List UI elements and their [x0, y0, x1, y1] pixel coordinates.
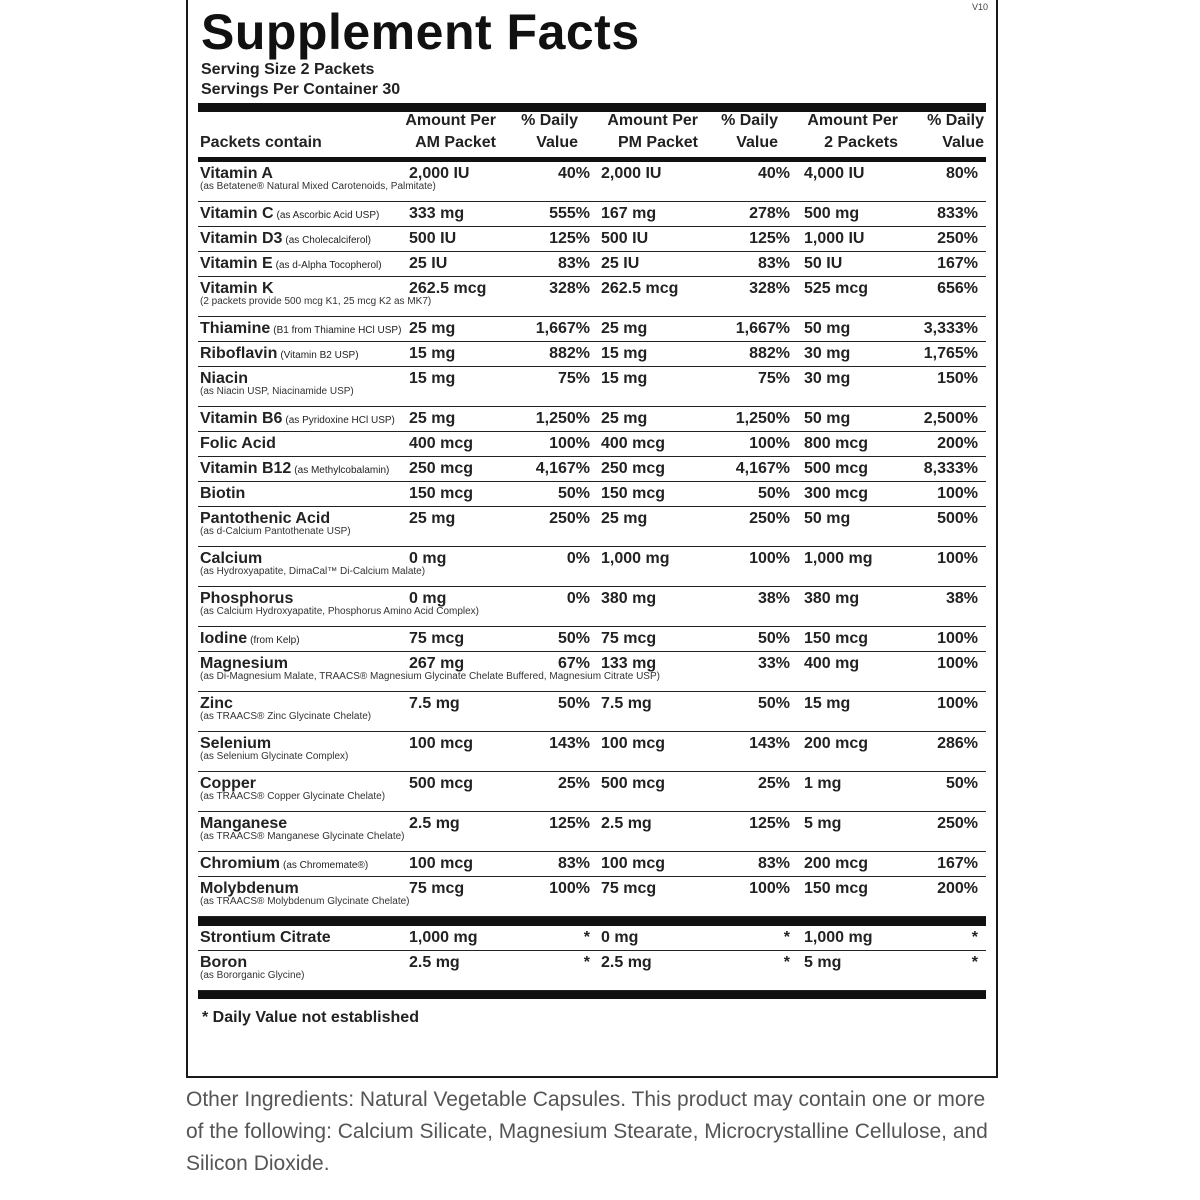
am-amount: 2,000 IU: [409, 165, 470, 182]
am-daily-value: 125%: [549, 230, 590, 247]
nutrient-row: [198, 547, 986, 587]
am-amount: 100 mcg: [409, 855, 474, 872]
pm-amount: 75 mcg: [601, 630, 657, 647]
total-daily-value: 100%: [937, 655, 978, 672]
total-daily-value: 100%: [937, 485, 978, 502]
am-amount: 500 mcg: [409, 775, 474, 792]
am-amount: 400 mcg: [409, 435, 474, 452]
nutrient-source: (as TRAACS® Molybdenum Glycinate Chelate): [200, 896, 410, 907]
serving-size: Serving Size 2 Packets: [201, 61, 375, 78]
pm-amount: 380 mg: [601, 590, 657, 607]
pm-amount: 1,000 mg: [601, 550, 670, 567]
header-name: Packets contain: [200, 134, 322, 151]
pm-daily-value: 40%: [757, 165, 790, 182]
am-daily-value: 4,167%: [535, 460, 590, 477]
total-amount: 1,000 IU: [804, 230, 865, 247]
nutrient-source: (2 packets provide 500 mcg K1, 25 mcg K2 as MK7): [200, 296, 432, 307]
am-daily-value: 67%: [557, 655, 590, 672]
other-nutrient-list: [198, 926, 986, 991]
am-amount: 25 mg: [409, 320, 456, 337]
nutrient-row: [198, 407, 986, 432]
total-daily-value: *: [971, 929, 978, 946]
divider-thick-2: [198, 917, 986, 926]
total-amount: 200 mcg: [804, 735, 869, 752]
nutrient-row: [198, 772, 986, 812]
pm-daily-value: 83%: [757, 855, 790, 872]
pm-amount: 25 mg: [601, 320, 648, 337]
pm-amount: 2,000 IU: [601, 165, 662, 182]
nutrient-name: Vitamin B12 (as Methylcobalamin): [200, 460, 390, 477]
total-daily-value: *: [971, 954, 978, 971]
pm-amount: 400 mcg: [601, 435, 666, 452]
nutrient-row: [198, 317, 986, 342]
nutrient-name: Copper: [200, 775, 256, 792]
am-daily-value: 125%: [549, 815, 590, 832]
nutrient-source: (as Pyridoxine HCl USP): [285, 415, 395, 426]
nutrient-name: Riboflavin (Vitamin B2 USP): [200, 345, 359, 362]
total-amount: 50 mg: [804, 510, 851, 527]
am-daily-value: 100%: [549, 880, 590, 897]
header-pm-dv: % Daily Value: [721, 112, 778, 151]
total-amount: 380 mg: [804, 590, 860, 607]
pm-daily-value: *: [783, 954, 790, 971]
total-amount: 50 mg: [804, 320, 851, 337]
am-amount: 262.5 mcg: [409, 280, 487, 297]
pm-amount: 25 mg: [601, 410, 648, 427]
nutrient-name: Phosphorus: [200, 590, 294, 607]
total-amount: 5 mg: [804, 954, 842, 971]
am-amount: 2.5 mg: [409, 954, 460, 971]
am-amount: 15 mg: [409, 370, 456, 387]
pm-daily-value: 100%: [749, 435, 790, 452]
nutrient-source: (as Bororganic Glycine): [200, 970, 305, 981]
am-amount: 333 mg: [409, 205, 465, 222]
pm-amount: 15 mg: [601, 345, 648, 362]
am-daily-value: 1,667%: [535, 320, 590, 337]
total-amount: 50 mg: [804, 410, 851, 427]
nutrient-source: (B1 from Thiamine HCl USP): [273, 325, 402, 336]
nutrient-row: [198, 507, 986, 547]
am-daily-value: 100%: [549, 435, 590, 452]
total-daily-value: 167%: [937, 855, 978, 872]
pm-daily-value: 278%: [749, 205, 790, 222]
header-am-dv: % Daily Value: [521, 112, 578, 151]
nutrient-name: Folic Acid: [200, 435, 276, 452]
pm-daily-value: 50%: [757, 485, 790, 502]
total-daily-value: 8,333%: [923, 460, 978, 477]
nutrient-row: [198, 652, 986, 692]
panel-title: Supplement Facts: [201, 4, 640, 60]
pm-amount: 2.5 mg: [601, 954, 652, 971]
am-daily-value: 328%: [549, 280, 590, 297]
nutrient-source: (as Calcium Hydroxyapatite, Phosphorus Amino Acid Complex): [200, 606, 480, 617]
pm-amount: 100 mcg: [601, 735, 666, 752]
nutrient-row: [198, 162, 986, 202]
am-amount: 7.5 mg: [409, 695, 460, 712]
nutrient-name: Chromium (as Chromemate®): [200, 855, 369, 872]
total-amount: 1 mg: [804, 775, 842, 792]
other-ingredients: Other Ingredients: Natural Vegetable Capsules. This product may contain one or more of the following: Calcium Silicate, Magnesium Stearate, Microcrystalline Cellulose, and Silicon Dioxide.: [186, 1088, 988, 1175]
header-total-amount: Amount Per 2 Packets: [807, 112, 898, 151]
pm-amount: 262.5 mcg: [601, 280, 679, 297]
pm-daily-value: 38%: [757, 590, 790, 607]
nutrient-source: (as Cholecalciferol): [285, 235, 371, 246]
nutrient-name: Vitamin E (as d-Alpha Tocopherol): [200, 255, 382, 272]
total-amount: 500 mg: [804, 205, 860, 222]
nutrient-source: (as Selenium Glycinate Complex): [200, 751, 349, 762]
total-daily-value: 200%: [937, 435, 978, 452]
pm-amount: 25 mg: [601, 510, 648, 527]
nutrient-row: [198, 227, 986, 252]
nutrient-row: [198, 627, 986, 652]
nutrient-name: Calcium: [200, 550, 263, 567]
total-amount: 400 mg: [804, 655, 860, 672]
nutrient-row: [198, 926, 986, 951]
total-amount: 4,000 IU: [804, 165, 865, 182]
nutrient-row: [198, 202, 986, 227]
total-amount: 50 IU: [804, 255, 843, 272]
am-amount: 75 mcg: [409, 630, 465, 647]
pm-amount: 7.5 mg: [601, 695, 652, 712]
pm-amount: 75 mcg: [601, 880, 657, 897]
pm-amount: 500 mcg: [601, 775, 666, 792]
total-daily-value: 200%: [937, 880, 978, 897]
nutrient-name: Pantothenic Acid: [200, 510, 331, 527]
am-daily-value: 40%: [557, 165, 590, 182]
nutrient-name: Biotin: [200, 485, 246, 502]
total-amount: 15 mg: [804, 695, 851, 712]
nutrient-source: (as Methylcobalamin): [294, 465, 390, 476]
nutrient-source: (as TRAACS® Manganese Glycinate Chelate): [200, 831, 405, 842]
am-amount: 25 mg: [409, 510, 456, 527]
am-daily-value: *: [583, 954, 590, 971]
column-headers: [198, 112, 986, 157]
pm-daily-value: 83%: [757, 255, 790, 272]
nutrient-row: [198, 692, 986, 732]
total-daily-value: 100%: [937, 550, 978, 567]
am-amount: 0 mg: [409, 590, 447, 607]
am-amount: 75 mcg: [409, 880, 465, 897]
nutrient-name: Molybdenum: [200, 880, 299, 897]
pm-amount: 500 IU: [601, 230, 649, 247]
total-daily-value: 100%: [937, 695, 978, 712]
nutrient-row: [198, 277, 986, 317]
servings-per-container: Servings Per Container 30: [201, 81, 401, 98]
nutrient-row: [198, 732, 986, 772]
total-daily-value: 167%: [937, 255, 978, 272]
nutrient-source: (as Niacin USP, Niacinamide USP): [200, 386, 354, 397]
am-daily-value: 1,250%: [535, 410, 590, 427]
nutrient-row: [198, 587, 986, 627]
am-daily-value: *: [583, 929, 590, 946]
am-daily-value: 250%: [549, 510, 590, 527]
total-daily-value: 656%: [937, 280, 978, 297]
am-amount: 25 IU: [409, 255, 448, 272]
total-daily-value: 1,765%: [923, 345, 978, 362]
am-amount: 0 mg: [409, 550, 447, 567]
pm-daily-value: *: [783, 929, 790, 946]
nutrient-row: [198, 367, 986, 407]
nutrient-name: Vitamin K: [200, 280, 274, 297]
am-daily-value: 0%: [566, 590, 590, 607]
nutrient-source: (as Chromemate®): [283, 860, 369, 871]
am-amount: 15 mg: [409, 345, 456, 362]
nutrient-source: (as Betatene® Natural Mixed Carotenoids, Palmitate): [200, 181, 436, 192]
nutrient-name: Zinc: [200, 695, 233, 712]
nutrient-name: Manganese: [200, 815, 288, 832]
am-amount: 150 mcg: [409, 485, 474, 502]
pm-daily-value: 125%: [749, 230, 790, 247]
nutrient-row: [198, 812, 986, 852]
am-amount: 1,000 mg: [409, 929, 478, 946]
total-amount: 30 mg: [804, 345, 851, 362]
pm-amount: 25 IU: [601, 255, 640, 272]
total-amount: 150 mcg: [804, 880, 869, 897]
am-daily-value: 50%: [557, 695, 590, 712]
total-amount: 500 mcg: [804, 460, 869, 477]
total-amount: 150 mcg: [804, 630, 869, 647]
am-daily-value: 143%: [549, 735, 590, 752]
am-amount: 2.5 mg: [409, 815, 460, 832]
nutrient-name: Magnesium: [200, 655, 289, 672]
pm-daily-value: 50%: [757, 695, 790, 712]
total-daily-value: 3,333%: [923, 320, 978, 337]
total-amount: 300 mcg: [804, 485, 869, 502]
total-amount: 525 mcg: [804, 280, 869, 297]
am-daily-value: 555%: [549, 205, 590, 222]
am-amount: 500 IU: [409, 230, 457, 247]
nutrient-name: Vitamin B6 (as Pyridoxine HCl USP): [200, 410, 395, 427]
nutrient-source: (Vitamin B2 USP): [280, 350, 359, 361]
pm-daily-value: 143%: [749, 735, 790, 752]
pm-daily-value: 1,667%: [735, 320, 790, 337]
nutrient-name: Vitamin D3 (as Cholecalciferol): [200, 230, 371, 247]
nutrient-name: Vitamin C (as Ascorbic Acid USP): [200, 205, 380, 222]
nutrient-source: (as TRAACS® Zinc Glycinate Chelate): [200, 711, 372, 722]
nutrient-source: (as Ascorbic Acid USP): [276, 210, 380, 221]
total-amount: 5 mg: [804, 815, 842, 832]
total-daily-value: 2,500%: [923, 410, 978, 427]
am-amount: 25 mg: [409, 410, 456, 427]
pm-amount: 15 mg: [601, 370, 648, 387]
am-daily-value: 75%: [557, 370, 590, 387]
pm-daily-value: 50%: [757, 630, 790, 647]
am-amount: 267 mg: [409, 655, 465, 672]
nutrient-row: [198, 342, 986, 367]
total-daily-value: 80%: [945, 165, 978, 182]
total-daily-value: 500%: [937, 510, 978, 527]
nutrient-row: [198, 877, 986, 917]
total-daily-value: 38%: [945, 590, 978, 607]
pm-amount: 2.5 mg: [601, 815, 652, 832]
supplement-facts-panel: [186, 0, 998, 1078]
version-code: V10: [971, 2, 988, 12]
am-daily-value: 50%: [557, 630, 590, 647]
nutrient-row: [198, 457, 986, 482]
nutrient-source: (as Hydroxyapatite, DimaCal™ Di-Calcium Malate): [200, 566, 426, 577]
header-pm-amount: Amount Per PM Packet: [607, 112, 698, 151]
am-daily-value: 0%: [566, 550, 590, 567]
header-am-amount: Amount Per AM Packet: [405, 112, 496, 151]
am-daily-value: 25%: [557, 775, 590, 792]
divider-thick-3: [198, 991, 986, 999]
am-daily-value: 83%: [557, 255, 590, 272]
total-amount: 200 mcg: [804, 855, 869, 872]
total-daily-value: 250%: [937, 230, 978, 247]
pm-amount: 167 mg: [601, 205, 657, 222]
pm-amount: 100 mcg: [601, 855, 666, 872]
total-amount: 1,000 mg: [804, 929, 873, 946]
total-daily-value: 833%: [937, 205, 978, 222]
am-daily-value: 83%: [557, 855, 590, 872]
nutrient-row: [198, 951, 986, 991]
pm-daily-value: 4,167%: [735, 460, 790, 477]
header-total-dv: % Daily Value: [927, 112, 984, 151]
am-daily-value: 50%: [557, 485, 590, 502]
nutrient-row: [198, 482, 986, 507]
total-daily-value: 286%: [937, 735, 978, 752]
total-amount: 30 mg: [804, 370, 851, 387]
nutrient-name: Iodine (from Kelp): [200, 630, 300, 647]
nutrient-row: [198, 432, 986, 457]
nutrient-source: (as TRAACS® Copper Glycinate Chelate): [200, 791, 386, 802]
pm-daily-value: 882%: [749, 345, 790, 362]
total-daily-value: 50%: [945, 775, 978, 792]
pm-amount: 0 mg: [601, 929, 639, 946]
nutrient-list: [198, 162, 986, 917]
total-daily-value: 250%: [937, 815, 978, 832]
pm-daily-value: 100%: [749, 880, 790, 897]
footnote: * Daily Value not established: [202, 1009, 419, 1026]
pm-daily-value: 25%: [757, 775, 790, 792]
nutrient-row: [198, 852, 986, 877]
pm-daily-value: 1,250%: [735, 410, 790, 427]
am-daily-value: 882%: [549, 345, 590, 362]
pm-daily-value: 33%: [757, 655, 790, 672]
nutrient-source: (as d-Calcium Pantothenate USP): [200, 526, 351, 537]
pm-amount: 133 mg: [601, 655, 657, 672]
pm-daily-value: 100%: [749, 550, 790, 567]
pm-daily-value: 328%: [749, 280, 790, 297]
nutrient-name: Strontium Citrate: [200, 929, 331, 946]
nutrient-source: (as Di-Magnesium Malate, TRAACS® Magnesium Glycinate Chelate Buffered, Magnesium Citrate USP): [200, 671, 660, 682]
nutrient-name: Niacin: [200, 370, 249, 387]
nutrient-name: Vitamin A: [200, 165, 273, 182]
nutrient-source: (from Kelp): [250, 635, 300, 646]
nutrient-name: Selenium: [200, 735, 272, 752]
total-amount: 1,000 mg: [804, 550, 873, 567]
nutrient-row: [198, 252, 986, 277]
pm-daily-value: 250%: [749, 510, 790, 527]
nutrient-name: Thiamine (B1 from Thiamine HCl USP): [200, 320, 402, 337]
pm-amount: 250 mcg: [601, 460, 666, 477]
nutrient-name: Boron: [200, 954, 248, 971]
am-amount: 250 mcg: [409, 460, 474, 477]
am-amount: 100 mcg: [409, 735, 474, 752]
total-daily-value: 100%: [937, 630, 978, 647]
nutrient-source: (as d-Alpha Tocopherol): [275, 260, 382, 271]
pm-amount: 150 mcg: [601, 485, 666, 502]
total-amount: 800 mcg: [804, 435, 869, 452]
total-daily-value: 150%: [937, 370, 978, 387]
pm-daily-value: 75%: [757, 370, 790, 387]
pm-daily-value: 125%: [749, 815, 790, 832]
